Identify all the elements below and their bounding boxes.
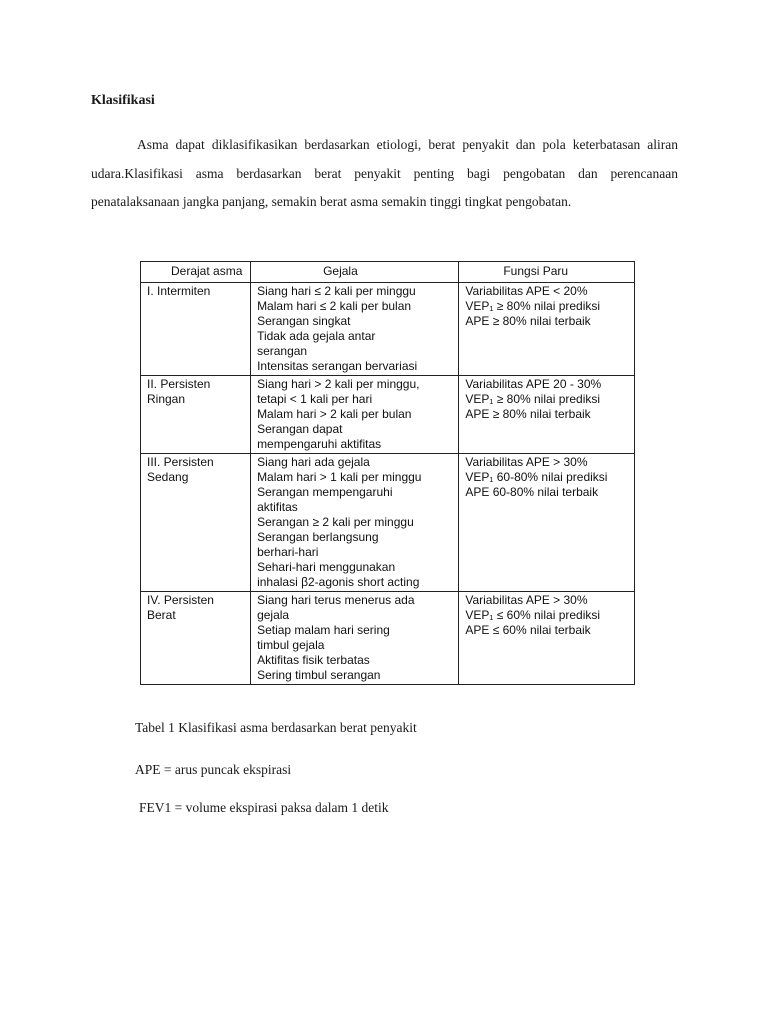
cell-derajat: II. Persisten Ringan bbox=[141, 376, 251, 454]
cell-fungsi bbox=[459, 376, 635, 454]
header-derajat: Derajat asma bbox=[141, 262, 251, 283]
gejala-line: serangan bbox=[257, 344, 308, 358]
gejala-line: mempengaruhi aktifitas bbox=[257, 437, 382, 451]
gejala-line: berhari-hari bbox=[257, 545, 319, 559]
cell-gejala bbox=[251, 283, 459, 376]
cell-derajat: III. Persisten Sedang bbox=[141, 454, 251, 592]
gejala-line: Serangan singkat bbox=[257, 314, 351, 328]
gejala-line: aktifitas bbox=[257, 500, 298, 514]
table-row bbox=[141, 376, 635, 454]
gejala-line: Malam hari > 1 kali per minggu bbox=[257, 470, 422, 484]
fungsi-line: VEP₁ ≥ 80% nilai prediksi bbox=[465, 392, 601, 406]
note-fev1: FEV1 = volume ekspirasi paksa dalam 1 detik bbox=[139, 800, 389, 815]
gejala-line: Aktifitas fisik terbatas bbox=[257, 653, 370, 667]
gejala-line: gejala bbox=[257, 608, 290, 622]
cell-fungsi bbox=[459, 454, 635, 592]
gejala-line: Serangan berlangsung bbox=[257, 530, 379, 544]
gejala-line: inhalasi β2-agonis short acting bbox=[257, 575, 420, 589]
gejala-line: Siang hari ada gejala bbox=[257, 455, 370, 469]
cell-gejala bbox=[251, 454, 459, 592]
intro-paragraph bbox=[91, 131, 678, 217]
fungsi-line: VEP₁ ≤ 60% nilai prediksi bbox=[465, 608, 601, 622]
fungsi-line: VEP₁ 60-80% nilai prediksi bbox=[465, 470, 608, 484]
gejala-line: Setiap malam hari sering bbox=[257, 623, 390, 637]
gejala-line: Malam hari > 2 kali per bulan bbox=[257, 407, 412, 421]
section-heading: Klasifikasi bbox=[91, 93, 155, 108]
gejala-line: timbul gejala bbox=[257, 638, 325, 652]
gejala-line: Sering timbul serangan bbox=[257, 668, 381, 682]
gejala-line: Serangan ≥ 2 kali per minggu bbox=[257, 515, 414, 529]
gejala-line: Siang hari terus menerus ada bbox=[257, 593, 415, 607]
gejala-line: Malam hari ≤ 2 kali per bulan bbox=[257, 299, 412, 313]
gejala-line: Siang hari ≤ 2 kali per minggu bbox=[257, 284, 416, 298]
table-row bbox=[141, 454, 635, 592]
cell-fungsi bbox=[459, 592, 635, 685]
cell-gejala bbox=[251, 592, 459, 685]
table-caption: Tabel 1 Klasifikasi asma berdasarkan berat penyakit bbox=[135, 720, 417, 735]
fungsi-line: APE ≤ 60% nilai terbaik bbox=[465, 623, 591, 637]
gejala-line: Intensitas serangan bervariasi bbox=[257, 359, 418, 373]
cell-derajat: I. Intermiten bbox=[141, 283, 251, 376]
fungsi-line: APE ≥ 80% nilai terbaik bbox=[465, 314, 591, 328]
gejala-line: Sehari-hari menggunakan bbox=[257, 560, 396, 574]
table-row bbox=[141, 592, 635, 685]
fungsi-line: Variabilitas APE > 30% bbox=[465, 593, 588, 607]
cell-fungsi bbox=[459, 283, 635, 376]
classification-table bbox=[140, 261, 635, 685]
fungsi-line: Variabilitas APE > 30% bbox=[465, 455, 588, 469]
cell-derajat: IV. Persisten Berat bbox=[141, 592, 251, 685]
fungsi-line: Variabilitas APE 20 - 30% bbox=[465, 377, 602, 391]
gejala-line: tetapi < 1 kali per hari bbox=[257, 392, 373, 406]
fungsi-line: APE ≥ 80% nilai terbaik bbox=[465, 407, 591, 421]
header-gejala: Gejala bbox=[251, 262, 459, 283]
cell-gejala bbox=[251, 376, 459, 454]
note-ape: APE = arus puncak ekspirasi bbox=[135, 762, 292, 777]
table-row bbox=[141, 283, 635, 376]
intro-paragraph-text: Asma dapat diklasifikasikan berdasarkan etiologi, berat penyakit dan pola keterbatasan aliran udara.Klasifikasi asma berdasarkan berat penyakit penting bagi pengobatan dan perencanaan penatalaksanaan jangka panjang, semakin berat asma semakin tinggi tingkat pengobatan. bbox=[91, 137, 678, 209]
gejala-line: Siang hari > 2 kali per minggu, bbox=[257, 377, 420, 391]
fungsi-line: VEP₁ ≥ 80% nilai prediksi bbox=[465, 299, 601, 313]
gejala-line: Serangan dapat bbox=[257, 422, 343, 436]
header-fungsi: Fungsi Paru bbox=[459, 262, 635, 283]
table-body bbox=[141, 283, 635, 685]
gejala-line: Tidak ada gejala antar bbox=[257, 329, 376, 343]
fungsi-line: Variabilitas APE < 20% bbox=[465, 284, 588, 298]
fungsi-line: APE 60-80% nilai terbaik bbox=[465, 485, 599, 499]
gejala-line: Serangan mempengaruhi bbox=[257, 485, 393, 499]
table-header-row bbox=[141, 262, 635, 283]
